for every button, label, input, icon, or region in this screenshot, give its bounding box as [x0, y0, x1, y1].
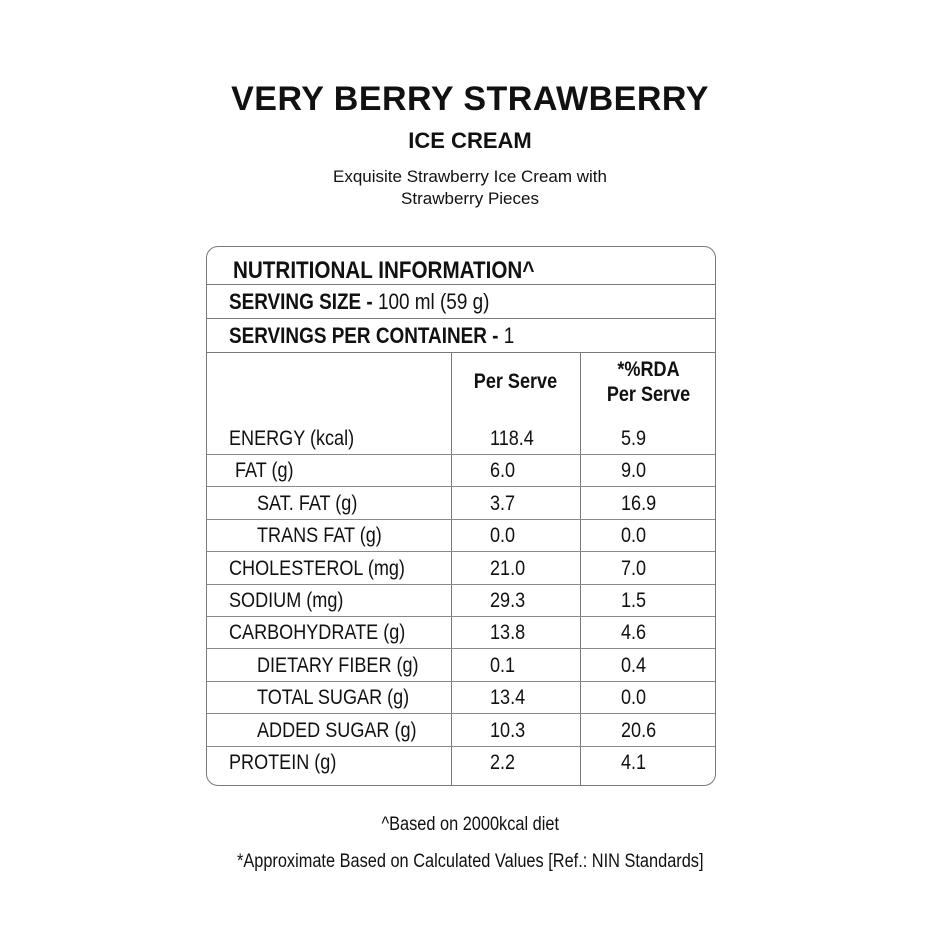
- product-category: ICE CREAM: [408, 128, 532, 153]
- servings-label: SERVINGS PER CONTAINER -: [229, 322, 499, 348]
- nutrient-per-serve: 21.0: [490, 556, 526, 580]
- nutrient-row: [207, 585, 715, 617]
- nutrient-label: DIETARY FIBER (g): [257, 653, 419, 677]
- nutrient-label: FAT (g): [235, 459, 294, 483]
- nutrient-per-serve: 10.3: [490, 718, 526, 742]
- nutrient-per-serve: 118.4: [490, 427, 534, 450]
- nutrient-row: [207, 455, 715, 487]
- product-description: [0, 166, 940, 210]
- servings-value: 1: [503, 322, 515, 348]
- nutrient-label: CHOLESTEROL (mg): [229, 556, 405, 580]
- nutrition-panel: [206, 246, 716, 786]
- nutrient-row: [207, 650, 715, 682]
- panel-heading: NUTRITIONAL INFORMATION^: [233, 256, 535, 284]
- nutrient-label: ADDED SUGAR (g): [257, 718, 417, 742]
- nutrient-rda: 4.6: [621, 621, 647, 645]
- panel-heading-row: [207, 247, 715, 285]
- serving-size-value: 100 ml (59 g): [377, 288, 490, 314]
- nutrient-rda: 0.0: [621, 686, 647, 710]
- serving-size-row: [207, 285, 715, 319]
- footnote-diet: ^Based on 2000kcal diet: [381, 814, 559, 835]
- nutrient-row: [207, 423, 715, 455]
- nutrient-label: SODIUM (mg): [229, 589, 344, 612]
- nutrient-rda: 0.0: [621, 524, 647, 548]
- nutrient-label: TOTAL SUGAR (g): [257, 686, 410, 710]
- nutrient-rda: 16.9: [621, 491, 657, 515]
- nutrient-label: PROTEIN (g): [229, 751, 337, 774]
- nutrient-row: [207, 747, 715, 779]
- nutrient-rda: 5.9: [621, 427, 647, 450]
- nutrient-row: [207, 520, 715, 552]
- nutrient-row: [207, 682, 715, 714]
- nutrient-per-serve: 0.0: [490, 524, 516, 548]
- nutrient-rda: 0.4: [621, 653, 647, 677]
- nutrient-label: SAT. FAT (g): [257, 491, 358, 515]
- description-line-2: Strawberry Pieces: [401, 189, 539, 208]
- nutrient-label: ENERGY (kcal): [229, 427, 355, 450]
- product-name: VERY BERRY STRAWBERRY: [231, 80, 709, 118]
- nutrient-row: [207, 553, 715, 585]
- nutrient-per-serve: 13.4: [490, 686, 526, 710]
- nutrient-row: [207, 617, 715, 649]
- description-line-1: Exquisite Strawberry Ice Cream with: [333, 167, 607, 186]
- servings-row: [207, 319, 715, 353]
- nutrient-per-serve: 2.2: [490, 751, 516, 774]
- nutrient-row: [207, 715, 715, 747]
- col-header-rda: *%RDA Per Serve: [606, 358, 691, 406]
- nutrient-label: TRANS FAT (g): [257, 524, 382, 548]
- serving-size-label: SERVING SIZE -: [229, 288, 373, 314]
- nutrient-per-serve: 13.8: [490, 621, 526, 645]
- nutrient-rda: 7.0: [621, 556, 647, 580]
- nutrient-per-serve: 6.0: [490, 459, 516, 483]
- nutrient-per-serve: 3.7: [490, 491, 516, 515]
- nutrient-per-serve: 0.1: [490, 653, 516, 677]
- nutrient-per-serve: 29.3: [490, 589, 526, 612]
- col-header-per-serve: Per Serve: [473, 370, 558, 393]
- nutrient-rda: 9.0: [621, 459, 647, 483]
- nutrient-row: [207, 488, 715, 520]
- nutrient-rda: 1.5: [621, 589, 647, 612]
- nutrient-rda: 20.6: [621, 718, 657, 742]
- nutrient-rda: 4.1: [621, 751, 647, 774]
- nutrient-label: CARBOHYDRATE (g): [229, 621, 406, 645]
- footnote-reference: *Approximate Based on Calculated Values [Ref.: NIN Standards]: [236, 851, 704, 872]
